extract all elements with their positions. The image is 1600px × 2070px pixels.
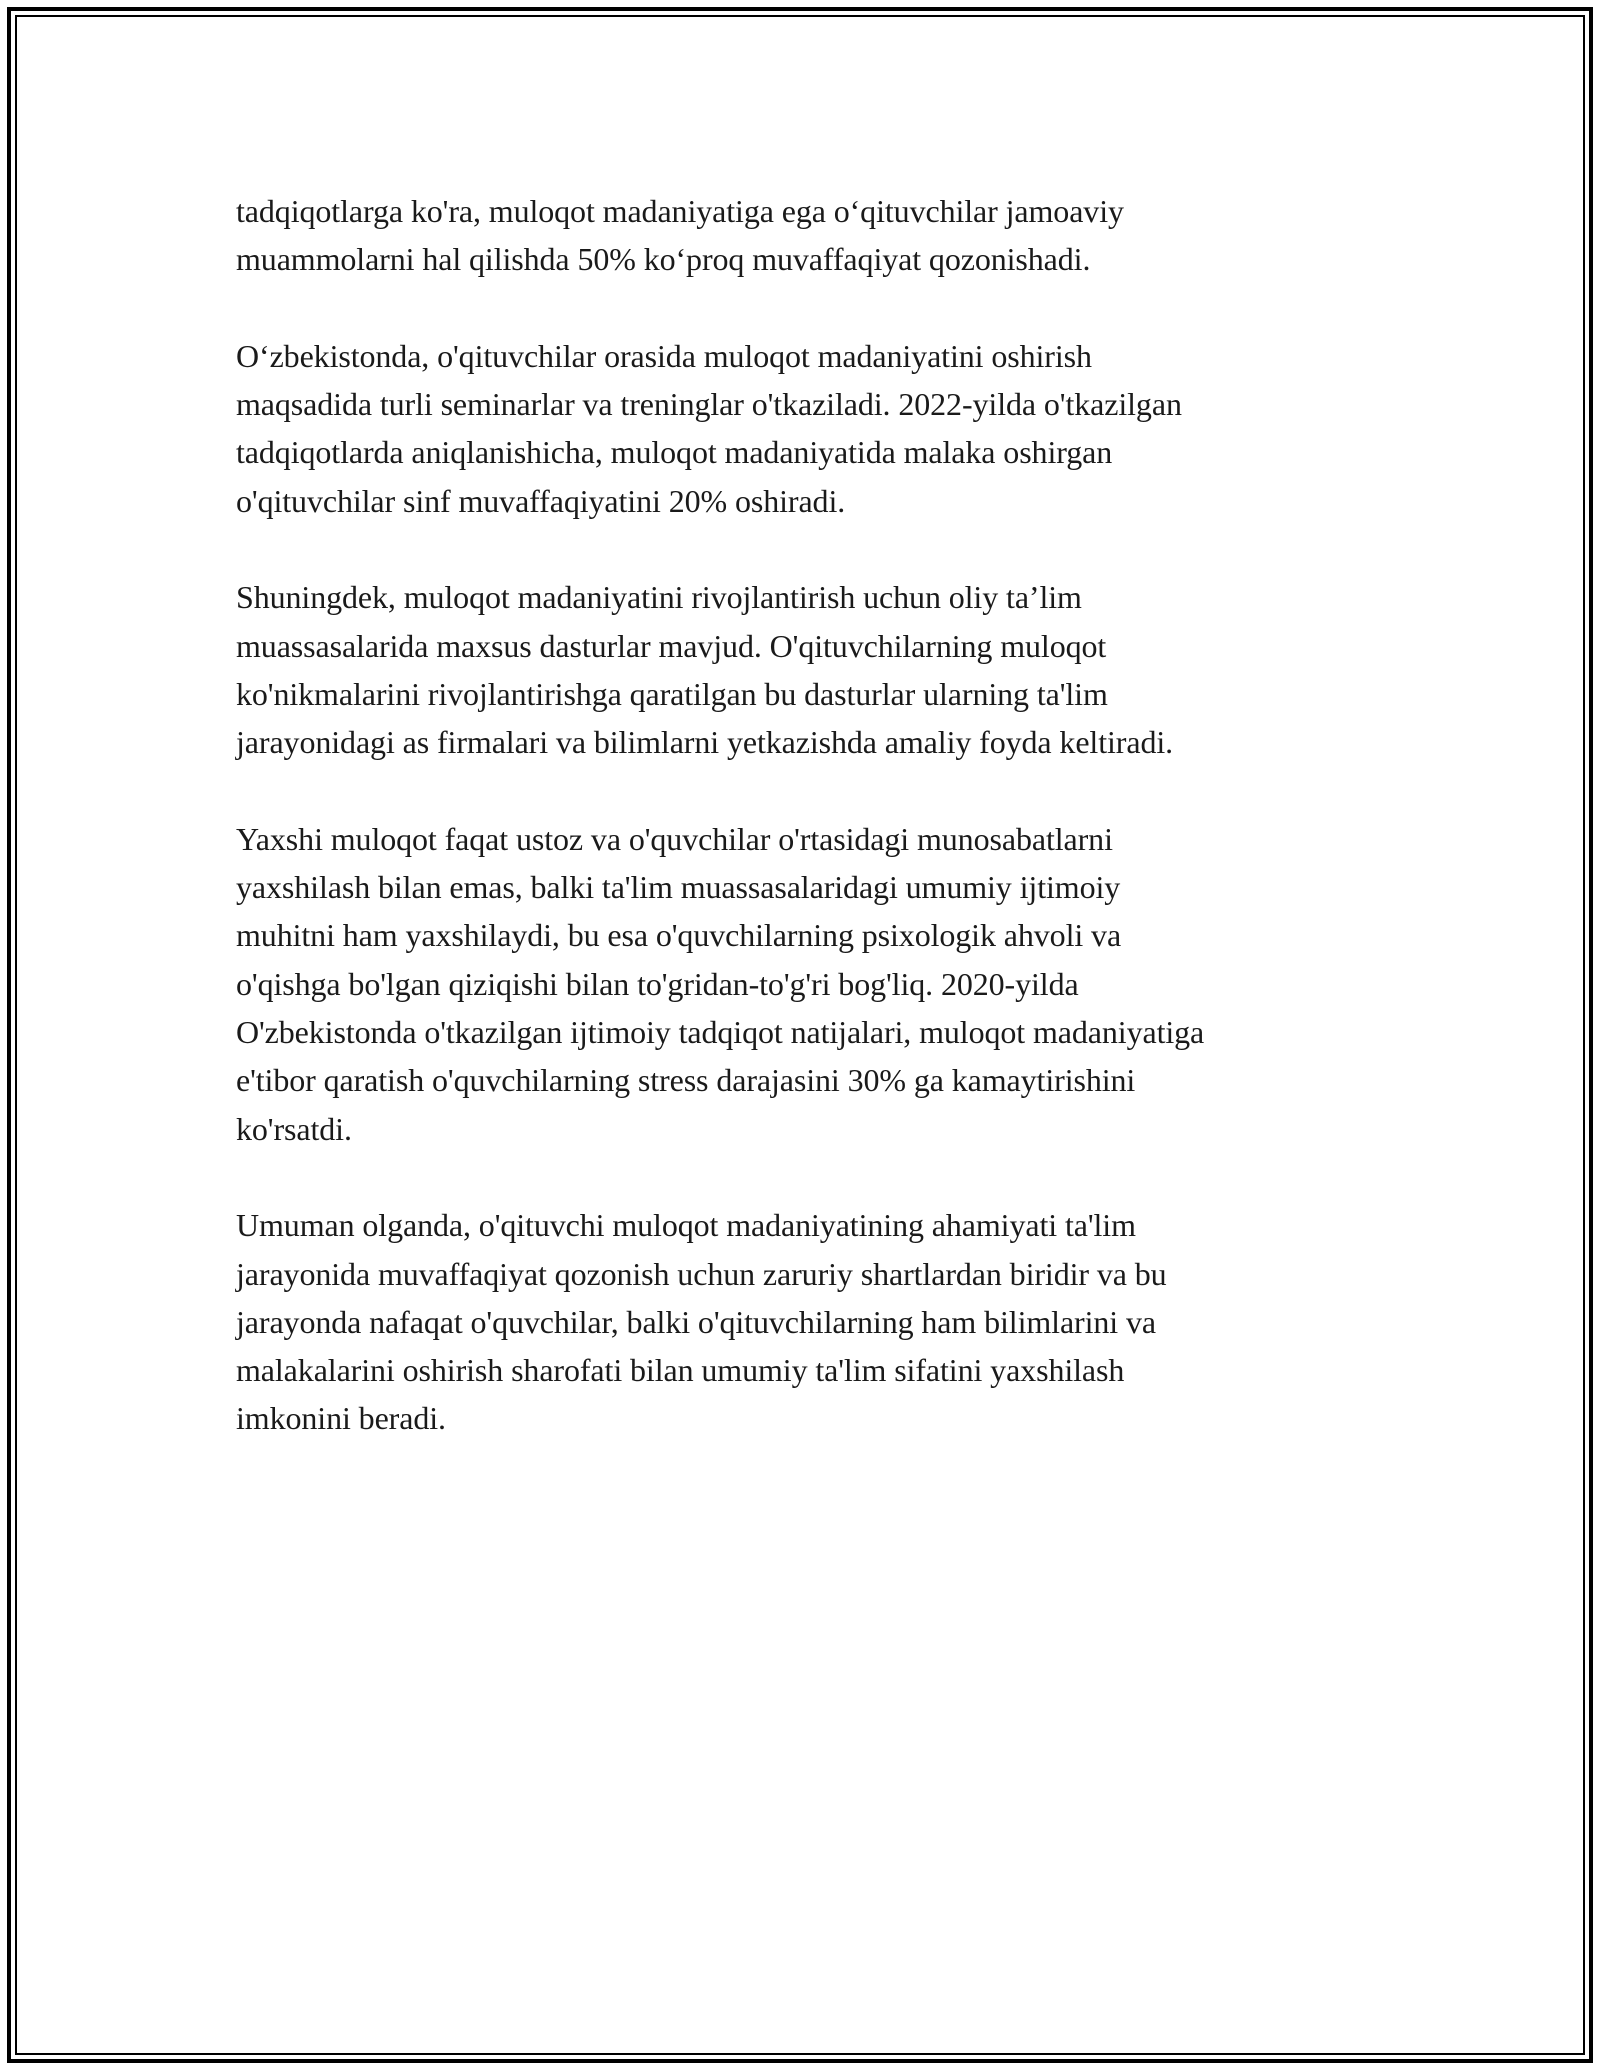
paragraph-line: tadqiqotlarda aniqlanishicha, muloqot madaniyatida malaka oshirgan xyxy=(236,434,1113,471)
paragraph-line: jarayonida muvaffaqiyat qozonish uchun zaruriy shartlardan biridir va bu xyxy=(236,1255,1167,1292)
paragraph-line: jarayonda nafaqat o'quvchilar, balki o'qituvchilarning ham bilimlarini va xyxy=(236,1303,1156,1340)
paragraph-line: O'zbekistonda o'tkazilgan ijtimoiy tadqiqot natijalari, muloqot madaniyatiga xyxy=(236,1014,1205,1051)
paragraph-line: o'qituvchilar sinf muvaffaqiyatini 20% oshiradi. xyxy=(236,482,846,519)
paragraph-5 xyxy=(236,1201,1371,1442)
paragraph-line: O‘zbekistonda, o'qituvchilar orasida muloqot madaniyatini oshirish xyxy=(236,337,1092,374)
paragraph-line: ko'nikmalarini rivojlantirishga qaratilgan bu dasturlar ularning ta'lim xyxy=(236,675,1108,712)
paragraph-line: muassasalarida maxsus dasturlar mavjud. O'qituvchilarning muloqot xyxy=(236,627,1107,664)
paragraph-line: muhitni ham yaxshilaydi, bu esa o'quvchilarning psixologik ahvoli va xyxy=(236,917,1122,954)
paragraph-2 xyxy=(236,332,1371,525)
paragraph-4 xyxy=(236,815,1371,1153)
paragraph-line: o'qishga bo'lgan qiziqishi bilan to'gridan-to'g'ri bog'liq. 2020-yilda xyxy=(236,965,1079,1002)
paragraph-line: ko'rsatdi. xyxy=(236,1110,352,1147)
paragraph-line: muammolarni hal qilishda 50% ko‘proq muvaffaqiyat qozonishadi. xyxy=(236,241,1091,278)
paragraph-line: tadqiqotlarga ko'ra, muloqot madaniyatiga ega o‘qituvchilar jamoaviy xyxy=(236,193,1124,229)
paragraph-line: e'tibor qaratish o'quvchilarning stress darajasini 30% ga kamaytirishini xyxy=(236,1062,1136,1099)
paragraph-line: yaxshilash bilan emas, balki ta'lim muassasalaridagi umumiy ijtimoiy xyxy=(236,869,1121,906)
paragraph-3 xyxy=(236,573,1371,766)
paragraph-line: jarayonidagi as firmalari va bilimlarni yetkazishda amaliy foyda keltiradi. xyxy=(236,724,1174,761)
paragraph-1 xyxy=(236,187,1371,284)
paragraph-line: malakalarini oshirish sharofati bilan umumiy ta'lim sifatini yaxshilash xyxy=(236,1352,1125,1389)
paragraph-line: Umuman olganda, o'qituvchi muloqot madaniyatining ahamiyati ta'lim xyxy=(236,1207,1136,1244)
paragraph-line: Shuningdek, muloqot madaniyatini rivojlantirish uchun oliy ta’lim xyxy=(236,579,1082,616)
paragraph-line: maqsadida turli seminarlar va treninglar o'tkaziladi. 2022-yilda o'tkazilgan xyxy=(236,386,1182,423)
document-body xyxy=(236,187,1371,1491)
paragraph-line: imkonini beradi. xyxy=(236,1400,446,1437)
paragraph-line: Yaxshi muloqot faqat ustoz va o'quvchilar o'rtasidagi munosabatlarni xyxy=(236,820,1113,857)
